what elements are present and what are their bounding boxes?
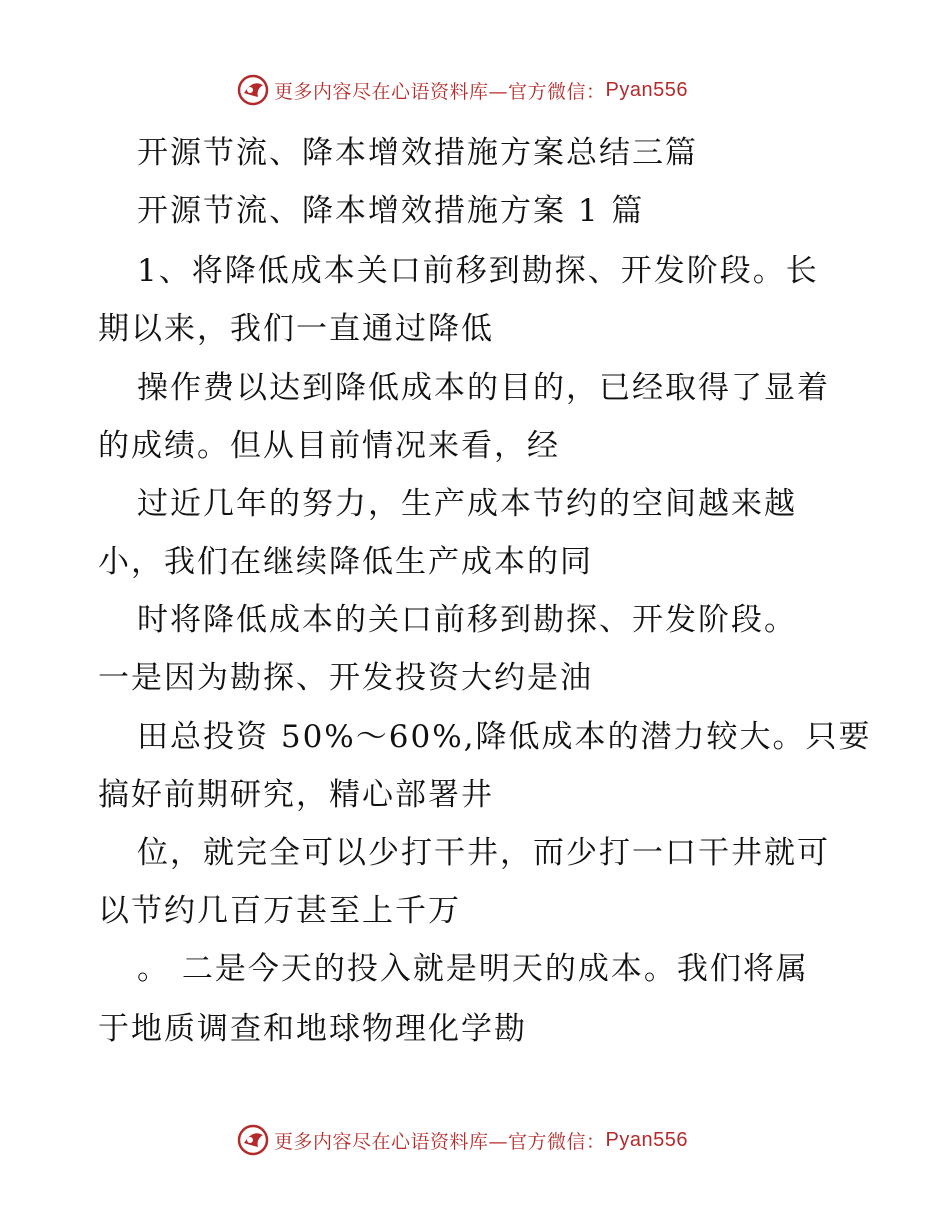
paragraph-line: 一是因为勘探、开发投资大约是油 [98,660,593,696]
brand-logo-icon [236,73,270,107]
paragraph-line: 。 二是今天的投入就是明天的成本。我们将属 [137,951,809,987]
paragraph-line: 期以来，我们一直通过降低 [98,311,494,347]
watermark-handle: Pyan556 [605,78,688,101]
document-title: 开源节流、降本增效措施方案总结三篇 [137,135,698,171]
paragraph-line: 位，就完全可以少打干井，而少打一口干井就可 [137,835,830,871]
paragraph-line: 过近几年的努力，生产成本节约的空间越来越 [137,486,797,522]
paragraph-line: 田总投资 50%～60%,降低成本的潜力较大。只要 [137,719,872,755]
paragraph-line: 1、将降低成本关口前移到勘探、开发阶段。长 [137,253,819,289]
section-heading: 开源节流、降本增效措施方案 1 篇 [137,193,645,229]
watermark-text: 更多内容尽在心语资料库—官方微信： [274,1130,606,1153]
watermark-text: 更多内容尽在心语资料库—官方微信： [274,80,606,103]
paragraph-line: 以节约几百万甚至上千万 [98,893,461,929]
watermark-handle: Pyan556 [605,1128,688,1151]
paragraph-line: 的成绩。但从目前情况来看，经 [98,428,560,464]
paragraph-line: 时将降低成本的关口前移到勘探、开发阶段。 [137,602,797,638]
paragraph-line: 小，我们在继续降低生产成本的同 [98,544,593,580]
paragraph-line: 于地质调查和地球物理化学勘 [98,1011,527,1047]
brand-logo-icon [236,1123,270,1157]
header-watermark [236,72,688,108]
paragraph-line: 操作费以达到降低成本的目的，已经取得了显着 [137,370,830,406]
footer-watermark [236,1122,688,1158]
paragraph-line: 搞好前期研究，精心部署井 [98,777,494,813]
